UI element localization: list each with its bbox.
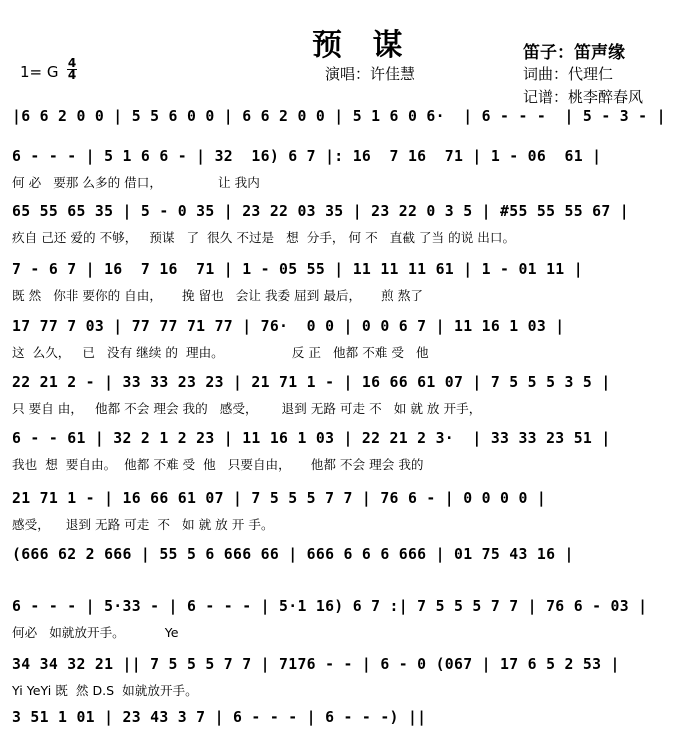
lyric-line: 我也 想 要自由。 他都 不难 受 他 只要自由， 他都 不会 理会 我的: [12, 457, 424, 472]
melody-line: 21 71 1 - | 16 66 61 07 | 7 5 5 5 7 7 | 76 6 - | 0 0 0 0 |: [12, 490, 547, 507]
lyric-line: 疚自 己还 爱的 不够， 预谋 了 很久 不过是 想 分手， 何 不 直截 了当 的说 出口。: [12, 230, 516, 245]
melody-line: 3 51 1 01 | 23 43 3 7 | 6 - - - | 6 - - -) ||: [12, 709, 427, 726]
song-title: 预 谋: [312, 28, 413, 63]
melody-line: 7 - 6 7 | 16 7 16 71 | 1 - 05 55 | 11 11 11 61 | 1 - 01 11 |: [12, 261, 583, 278]
singer-credit: 演唱：许佳慧: [325, 65, 416, 83]
transcriber-credit: 记谱：桃李醉春风: [523, 88, 644, 106]
melody-line: (666 62 2 666 | 55 5 6 666 66 | 666 6 6 6 666 | 01 75 43 16 |: [12, 546, 574, 563]
melody-line: 65 55 65 35 | 5 - 0 35 | 23 22 03 35 | 23 22 0 3 5 | #55 55 55 67 |: [12, 203, 629, 220]
melody-line: 6 - - 61 | 32 2 1 2 23 | 11 16 1 03 | 22 21 2 3· | 33 33 23 51 |: [12, 430, 611, 447]
lyric-line: 何 必 要那 么多的 借口， 让 我内: [12, 175, 260, 190]
melody-line: 6 - - - | 5·33 - | 6 - - - | 5·1 16) 6 7 :| 7 5 5 5 7 7 | 76 6 - 03 |: [12, 598, 648, 615]
lyric-line: 既 然 你非 要你的 自由， 挽 留也 会让 我委 屈到 最后， 煎 熬了: [12, 288, 423, 303]
time-signature: [67, 58, 77, 81]
lyric-composer-credit: 词曲：代理仁: [523, 65, 614, 83]
lyric-line: 这 么久， 已 没有 继续 的 理由。 反 正 他都 不难 受 他: [12, 345, 429, 360]
lyric-line: 何必 如就放开手。 Ye: [12, 625, 179, 640]
time-signature-top: 4: [67, 56, 77, 70]
lyric-line: Yi YeYi 既 然 D.S 如就放开手。: [12, 683, 198, 698]
melody-line: 6 - - - | 5 1 6 6 - | 32 16) 6 7 |: 16 7 16 71 | 1 - 06 61 |: [12, 148, 602, 165]
time-signature-bottom: 4: [67, 68, 77, 82]
key-signature: 1= G: [20, 63, 59, 81]
lyric-line: 感受， 退到 无路 可走 不 如 就 放 开 手。: [12, 517, 274, 532]
melody-line: |6 6 2 0 0 | 5 5 6 0 0 | 6 6 2 0 0 | 5 1 6 0 6· | 6 - - - | 5 - 3 - |: [12, 108, 666, 125]
melody-line: 34 34 32 21 || 7 5 5 5 7 7 | 7176 - - | 6 - 0 (067 | 17 6 5 2 53 |: [12, 656, 620, 673]
flute-credit: 笛子：笛声缘: [523, 43, 625, 63]
melody-line: 22 21 2 - | 33 33 23 23 | 21 71 1 - | 16 66 61 07 | 7 5 5 5 3 5 |: [12, 374, 611, 391]
melody-line: 17 77 7 03 | 77 77 71 77 | 76· 0 0 | 0 0 6 7 | 11 16 1 03 |: [12, 318, 565, 335]
lyric-line: 只 要自 由， 他都 不会 理会 我的 感受， 退到 无路 可走 不 如 就 放 开手，: [12, 401, 482, 416]
